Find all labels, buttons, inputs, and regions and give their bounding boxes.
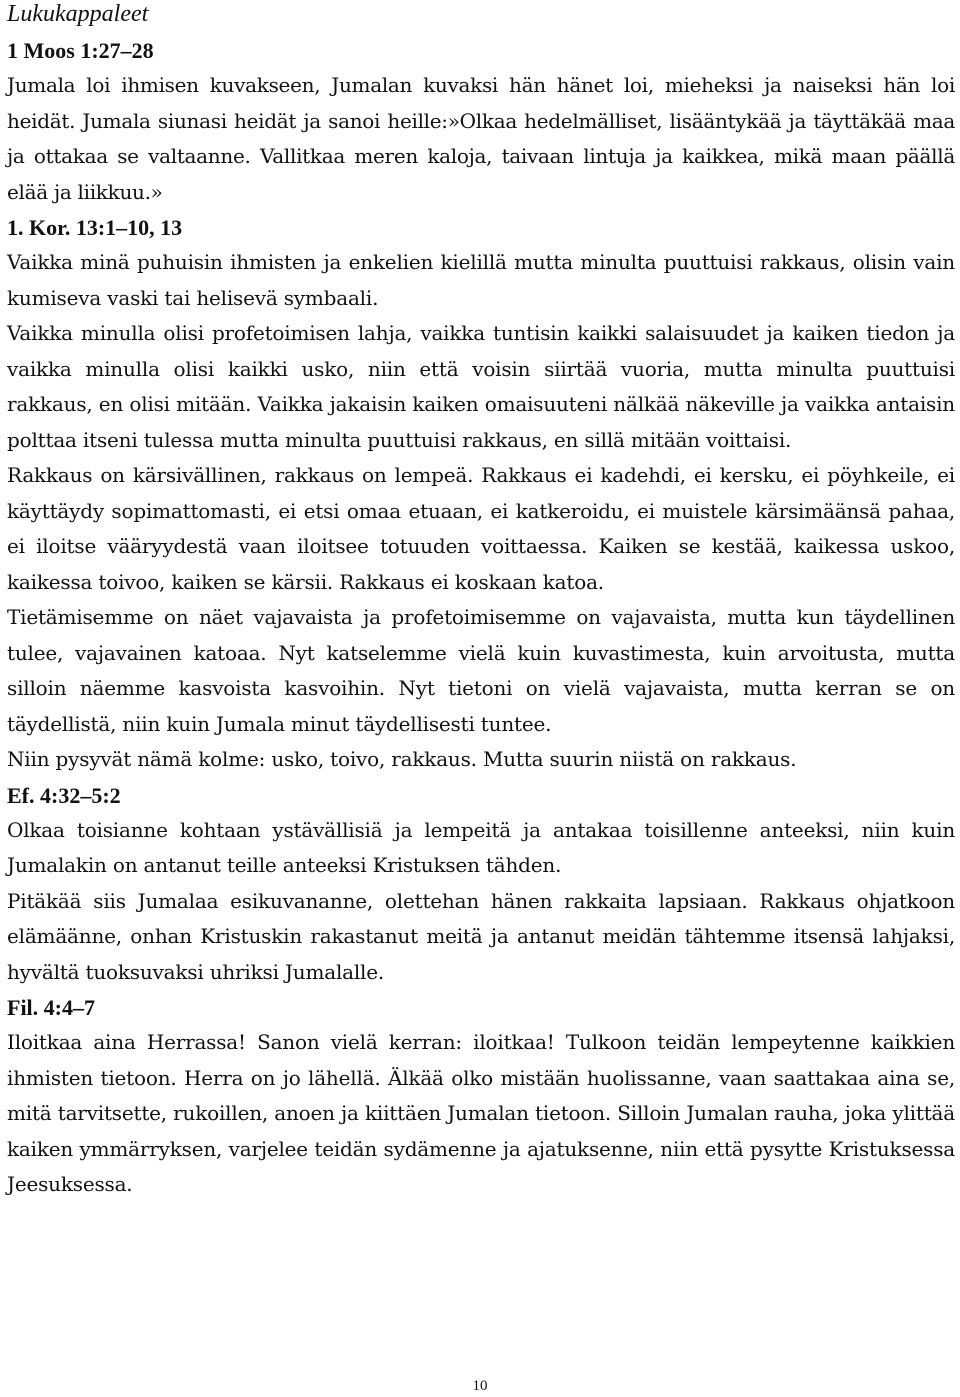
reading-reference: Ef. 4:32–5:2 [7,782,121,808]
reading-paragraph: Olkaa toisianne kohtaan ystävällisiä ja lempeitä ja antakaa toisillenne anteeksi, niin kuin Jumalakin on antanut teille anteeksi Kristuksen tähden. [7,817,955,877]
reading-paragraph: Iloitkaa aina Herrassa! Sanon vielä kerran: iloitkaa! Tulkoon teidän lempeytenne kaikkien ihmisten tietoon. Herra on jo lähellä. Älkää olko mistään huolissanne, vaan saattakaa aina se, mitä tarvitsette, rukoillen, anoen ja kiittäen Jumalan tietoon. Silloin Jumalan rauha, joka ylittää kaiken ymmärryksen, varjelee teidän sydämenne ja ajatuksenne, niin että pysytte Kristuksessa Jeesuksessa. [7,1030,955,1196]
reading-paragraph: Vaikka minä puhuisin ihmisten ja enkelien kielillä mutta minulta puuttuisi rakkaus, olisin vain kumiseva vaski tai helisevä symbaali. [7,250,955,310]
reading-paragraph: Jumala loi ihmisen kuvakseen, Jumalan kuvaksi hän hänet loi, mieheksi ja naiseksi hän loi heidät. Jumala siunasi heidät ja sanoi heille:»Olkaa hedelmälliset, lisääntykää ja täyttäkää maa ja ottakaa se valtaanne. Vallitkaa meren kaloja, taivaan lintuja ja kaikkea, mikä maan päällä elää ja liikkuu.» [7,73,955,204]
reading-reference: 1 Moos 1:27–28 [7,38,154,63]
reading-paragraph: Niin pysyvät nämä kolme: usko, toivo, rakkaus. Mutta suurin niistä on rakkaus. [7,747,797,771]
reading-genesis [7,33,955,210]
page-title: Lukukappaleet [7,1,149,27]
reading-1-corinthians [7,210,955,778]
reading-reference: Fil. 4:4–7 [7,995,95,1020]
reading-paragraph: Pitäkää siis Jumalaa esikuvananne, olettehan hänen rakkaita lapsiaan. Rakkaus ohjatkoon elämäänne, onhan Kristuskin rakastanut meitä ja antanut meidän tähtemme itsensä lahjaksi, hyvältä tuoksuvaksi uhriksi Jumalalle. [7,888,955,984]
document-page [7,0,955,1203]
reading-philippians [7,990,955,1203]
reading-paragraph: Vaikka minulla olisi profetoimisen lahja, vaikka tuntisin kaikki salaisuudet ja kaiken tiedon ja vaikka minulla olisi kaikki usko, niin että voisin siirtää vuoria, mutta minulta puuttuisi rakkaus, en olisi mitään. Vaikka jakaisin kaiken omaisuuteni nälkää näkeville ja vaikka antaisin polttaa itseni tulessa mutta minulta puuttuisi rakkaus, en sillä mitään voittaisi. [7,321,955,452]
reading-paragraph: Rakkaus on kärsivällinen, rakkaus on lempeä. Rakkaus ei kadehdi, ei kersku, ei pöyhkeile, ei käyttäydy sopimattomasti, ei etsi omaa etuaan, ei katkeroidu, ei muistele kärsimäänsä pahaa, ei iloitse vääryydestä vaan iloitsee totuuden voittaessa. Kaiken se kestää, kaikessa uskoo, kaikessa toivoo, kaiken se kärsii. Rakkaus ei koskaan katoa. [7,463,955,594]
reading-ephesians [7,778,955,991]
reading-paragraph: Tietämisemme on näet vajavaista ja profetoimisemme on vajavaista, mutta kun täydellinen tulee, vajavainen katoaa. Nyt katselemme vielä kuin kuvastimesta, kuin arvoitusta, mutta silloin näemme kasvoista kasvoihin. Nyt tietoni on vielä vajavaista, mutta kerran se on täydellistä, niin kuin Jumala minut täydellisesti tuntee. [7,605,955,736]
page-number: 10 [472,1378,488,1394]
reading-reference: 1. Kor. 13:1–10, 13 [7,215,183,240]
